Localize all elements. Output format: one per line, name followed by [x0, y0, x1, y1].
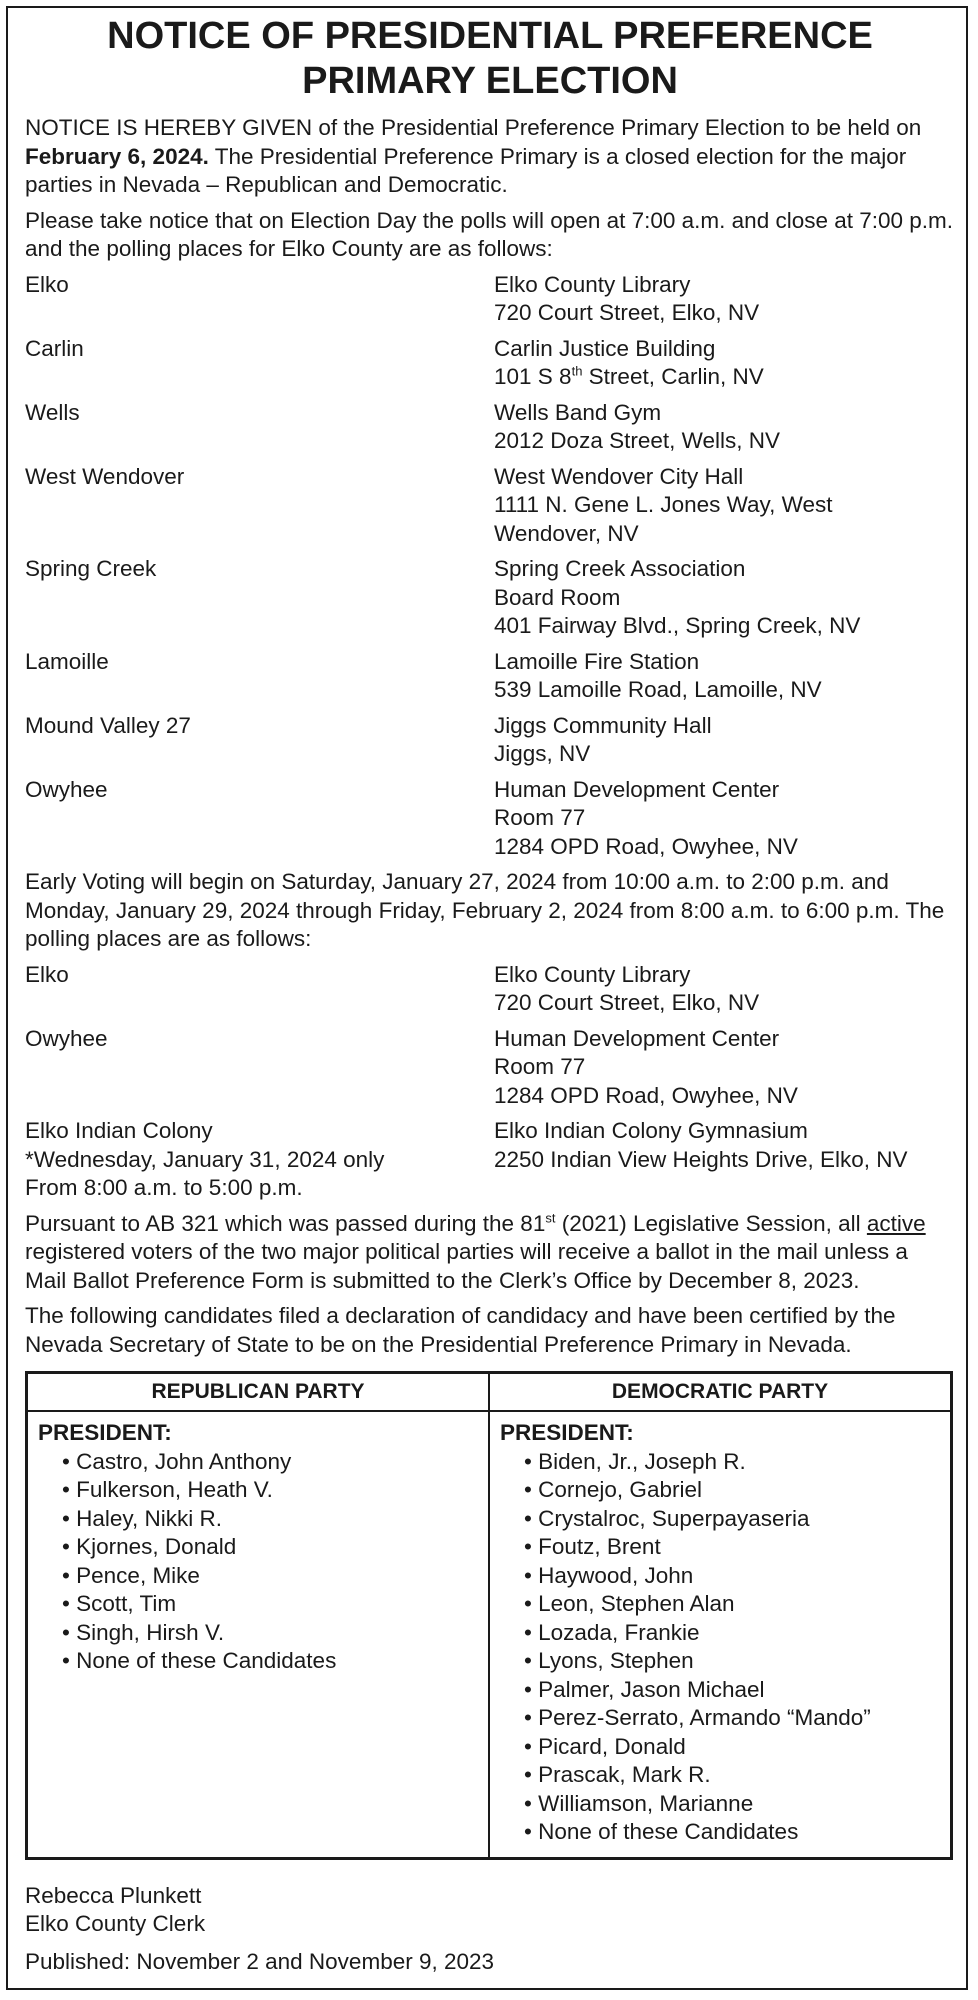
candidate-item: • Perez-Serrato, Armando “Mando”	[524, 1704, 940, 1733]
candidates-table	[25, 1371, 953, 1860]
place-line: Carlin	[25, 335, 84, 361]
address-line: Room 77	[494, 805, 586, 830]
place-address	[494, 961, 955, 1018]
category-label: PRESIDENT:	[500, 1420, 634, 1445]
address-line: Room 77	[494, 1054, 586, 1079]
address-line: 401 Fairway Blvd., Spring Creek, NV	[494, 613, 861, 638]
place-name	[25, 1025, 494, 1111]
polling-place-row	[25, 1117, 955, 1203]
place-line: Elko	[25, 961, 69, 987]
address-line: 2012 Doza Street, Wells, NV	[494, 428, 780, 453]
polls-notice: Please take notice that on Election Day the polls will open at 7:00 a.m. and close at 7:00 p.m. and the polling places for Elko County are as follows:	[25, 207, 954, 261]
polling-place-row	[25, 712, 955, 769]
address-line: Human Development Center	[494, 1025, 780, 1051]
place-line: Owyhee	[25, 776, 108, 802]
place-address	[494, 776, 955, 862]
address-line	[494, 363, 955, 392]
address-line: Board Room	[494, 584, 621, 610]
notice-content	[25, 14, 955, 1983]
candidate-item: • Lozada, Frankie	[524, 1619, 940, 1648]
place-name	[25, 555, 494, 641]
polling-place-row	[25, 271, 955, 328]
place-name	[25, 712, 494, 769]
address-line: Spring Creek Association	[494, 556, 746, 581]
democratic-header: DEMOCRATIC PARTY	[489, 1373, 952, 1412]
place-line: West Wendover	[25, 463, 185, 489]
place-name	[25, 271, 494, 328]
republican-column	[27, 1411, 490, 1858]
place-line: Mound Valley 27	[25, 712, 191, 738]
candidate-item: • Singh, Hirsh V.	[62, 1619, 478, 1648]
address-line: 720 Court Street, Elko, NV	[494, 300, 760, 325]
place-line: *Wednesday, January 31, 2024 only	[25, 1146, 385, 1172]
place-line: Owyhee	[25, 1025, 108, 1051]
candidate-item: • Cornejo, Gabriel	[524, 1476, 940, 1505]
place-line: Elko Indian Colony	[25, 1118, 213, 1143]
candidate-item: • Pence, Mike	[62, 1562, 478, 1591]
place-name	[25, 399, 494, 456]
place-address	[494, 463, 955, 549]
candidate-item: • Biden, Jr., Joseph R.	[524, 1448, 940, 1477]
candidate-item: • Leon, Stephen Alan	[524, 1590, 940, 1619]
ordinal-suffix: th	[571, 363, 583, 379]
address-line: Wells Band Gym	[494, 399, 662, 425]
place-name	[25, 648, 494, 705]
polling-place-row	[25, 555, 955, 641]
address-line: 2250 Indian View Heights Drive, Elko, NV	[494, 1146, 908, 1172]
ab321-paragraph: Pursuant to AB 321 which was passed during the 81st (2021) Legislative Session, all active registered voters of the two major political parties will receive a ballot in the mail unless a Mail Ballot Preference Form is submitted to the Clerk’s Office by December 8, 2023.	[25, 1210, 926, 1293]
early-voting-paragraph: Early Voting will begin on Saturday, January 27, 2024 from 10:00 a.m. to 2:00 p.m. and Monday, January 29, 2024 through Friday, February 2, 2024 from 8:00 a.m. to 6:00 p.m. The polling places are as follows:	[25, 869, 945, 951]
candidate-item: • Kjornes, Donald	[62, 1533, 478, 1562]
candidate-item: • Haywood, John	[524, 1562, 940, 1591]
address-line: Jiggs Community Hall	[494, 712, 712, 738]
address-line: Jiggs, NV	[494, 741, 591, 766]
address-line: Carlin Justice Building	[494, 335, 716, 361]
candidate-item: • Castro, John Anthony	[62, 1448, 478, 1477]
place-name	[25, 961, 494, 1018]
address-line: Elko County Library	[494, 271, 691, 297]
candidate-item: • Prascak, Mark R.	[524, 1761, 940, 1790]
early-voting-places	[25, 961, 955, 1203]
signer-name: Rebecca Plunkett	[25, 1882, 202, 1908]
place-address	[494, 335, 955, 392]
place-address	[494, 271, 955, 328]
place-line: Lamoille	[25, 648, 109, 674]
candidate-item: • None of these Candidates	[62, 1647, 478, 1676]
place-name	[25, 335, 494, 392]
signature-block	[25, 1882, 955, 1939]
place-name	[25, 1117, 494, 1203]
place-address	[494, 555, 955, 641]
candidate-item: • Lyons, Stephen	[524, 1647, 940, 1676]
election-day-places	[25, 271, 955, 862]
address-line: 1284 OPD Road, Owyhee, NV	[494, 1082, 798, 1108]
place-line: From 8:00 a.m. to 5:00 p.m.	[25, 1175, 303, 1200]
candidate-item: • Foutz, Brent	[524, 1533, 940, 1562]
address-line: Elko County Library	[494, 961, 691, 987]
address-line: Elko Indian Colony Gymnasium	[494, 1118, 808, 1143]
candidate-item: • Palmer, Jason Michael	[524, 1676, 940, 1705]
polling-place-row	[25, 776, 955, 862]
place-address	[494, 1117, 955, 1203]
candidate-item: • Fulkerson, Heath V.	[62, 1476, 478, 1505]
polling-place-row	[25, 648, 955, 705]
address-line: West Wendover City Hall	[494, 463, 744, 489]
election-date: February 6, 2024.	[25, 143, 209, 169]
address-line: 720 Court Street, Elko, NV	[494, 990, 760, 1015]
candidate-item: • Picard, Donald	[524, 1733, 940, 1762]
candidate-item: • Crystalroc, Superpayaseria	[524, 1505, 940, 1534]
democratic-column	[489, 1411, 952, 1858]
signer-title: Elko County Clerk	[25, 1911, 206, 1936]
category-label: PRESIDENT:	[38, 1420, 172, 1445]
place-address	[494, 712, 955, 769]
place-address	[494, 1025, 955, 1111]
address-line: 539 Lamoille Road, Lamoille, NV	[494, 677, 822, 702]
place-line: Elko	[25, 271, 69, 297]
polling-place-row	[25, 335, 955, 392]
candidate-item: • None of these Candidates	[524, 1818, 940, 1847]
candidate-item: • Haley, Nikki R.	[62, 1505, 478, 1534]
polling-place-row	[25, 463, 955, 549]
place-name	[25, 463, 494, 549]
candidates-intro: The following candidates filed a declaration of candidacy and have been certified by the Nevada Secretary of State to be on the Presidential Preference Primary in Nevada.	[25, 1303, 896, 1357]
place-name	[25, 776, 494, 862]
address-line: Lamoille Fire Station	[494, 648, 700, 674]
published-line: Published: November 2 and November 9, 2023	[25, 1948, 495, 1974]
address-line: 1284 OPD Road, Owyhee, NV	[494, 833, 798, 859]
address-line: 1111 N. Gene L. Jones Way, West	[494, 492, 833, 517]
polling-place-row	[25, 961, 955, 1018]
address-line: Wendover, NV	[494, 520, 639, 546]
place-address	[494, 399, 955, 456]
place-address	[494, 648, 955, 705]
address-part: Street, Carlin, NV	[582, 364, 764, 389]
candidate-item: • Williamson, Marianne	[524, 1790, 940, 1819]
republican-header: REPUBLICAN PARTY	[27, 1373, 490, 1412]
republican-candidates	[38, 1448, 478, 1676]
notice-title: NOTICE OF PRESIDENTIAL PREFERENCE PRIMARY ELECTION	[107, 15, 873, 102]
address-part: 101 S 8	[494, 364, 572, 389]
place-line: Spring Creek	[25, 556, 157, 581]
place-line: Wells	[25, 399, 80, 425]
democratic-candidates	[500, 1448, 940, 1847]
candidate-item: • Scott, Tim	[62, 1590, 478, 1619]
intro-paragraph: NOTICE IS HEREBY GIVEN of the Presidential Preference Primary Election to be held on February 6, 2024. The Presidential Preference Primary is a closed election for the major parties in Nevada – Republican and Democratic.	[25, 115, 922, 197]
polling-place-row	[25, 1025, 955, 1111]
polling-place-row	[25, 399, 955, 456]
address-line: Human Development Center	[494, 776, 780, 802]
